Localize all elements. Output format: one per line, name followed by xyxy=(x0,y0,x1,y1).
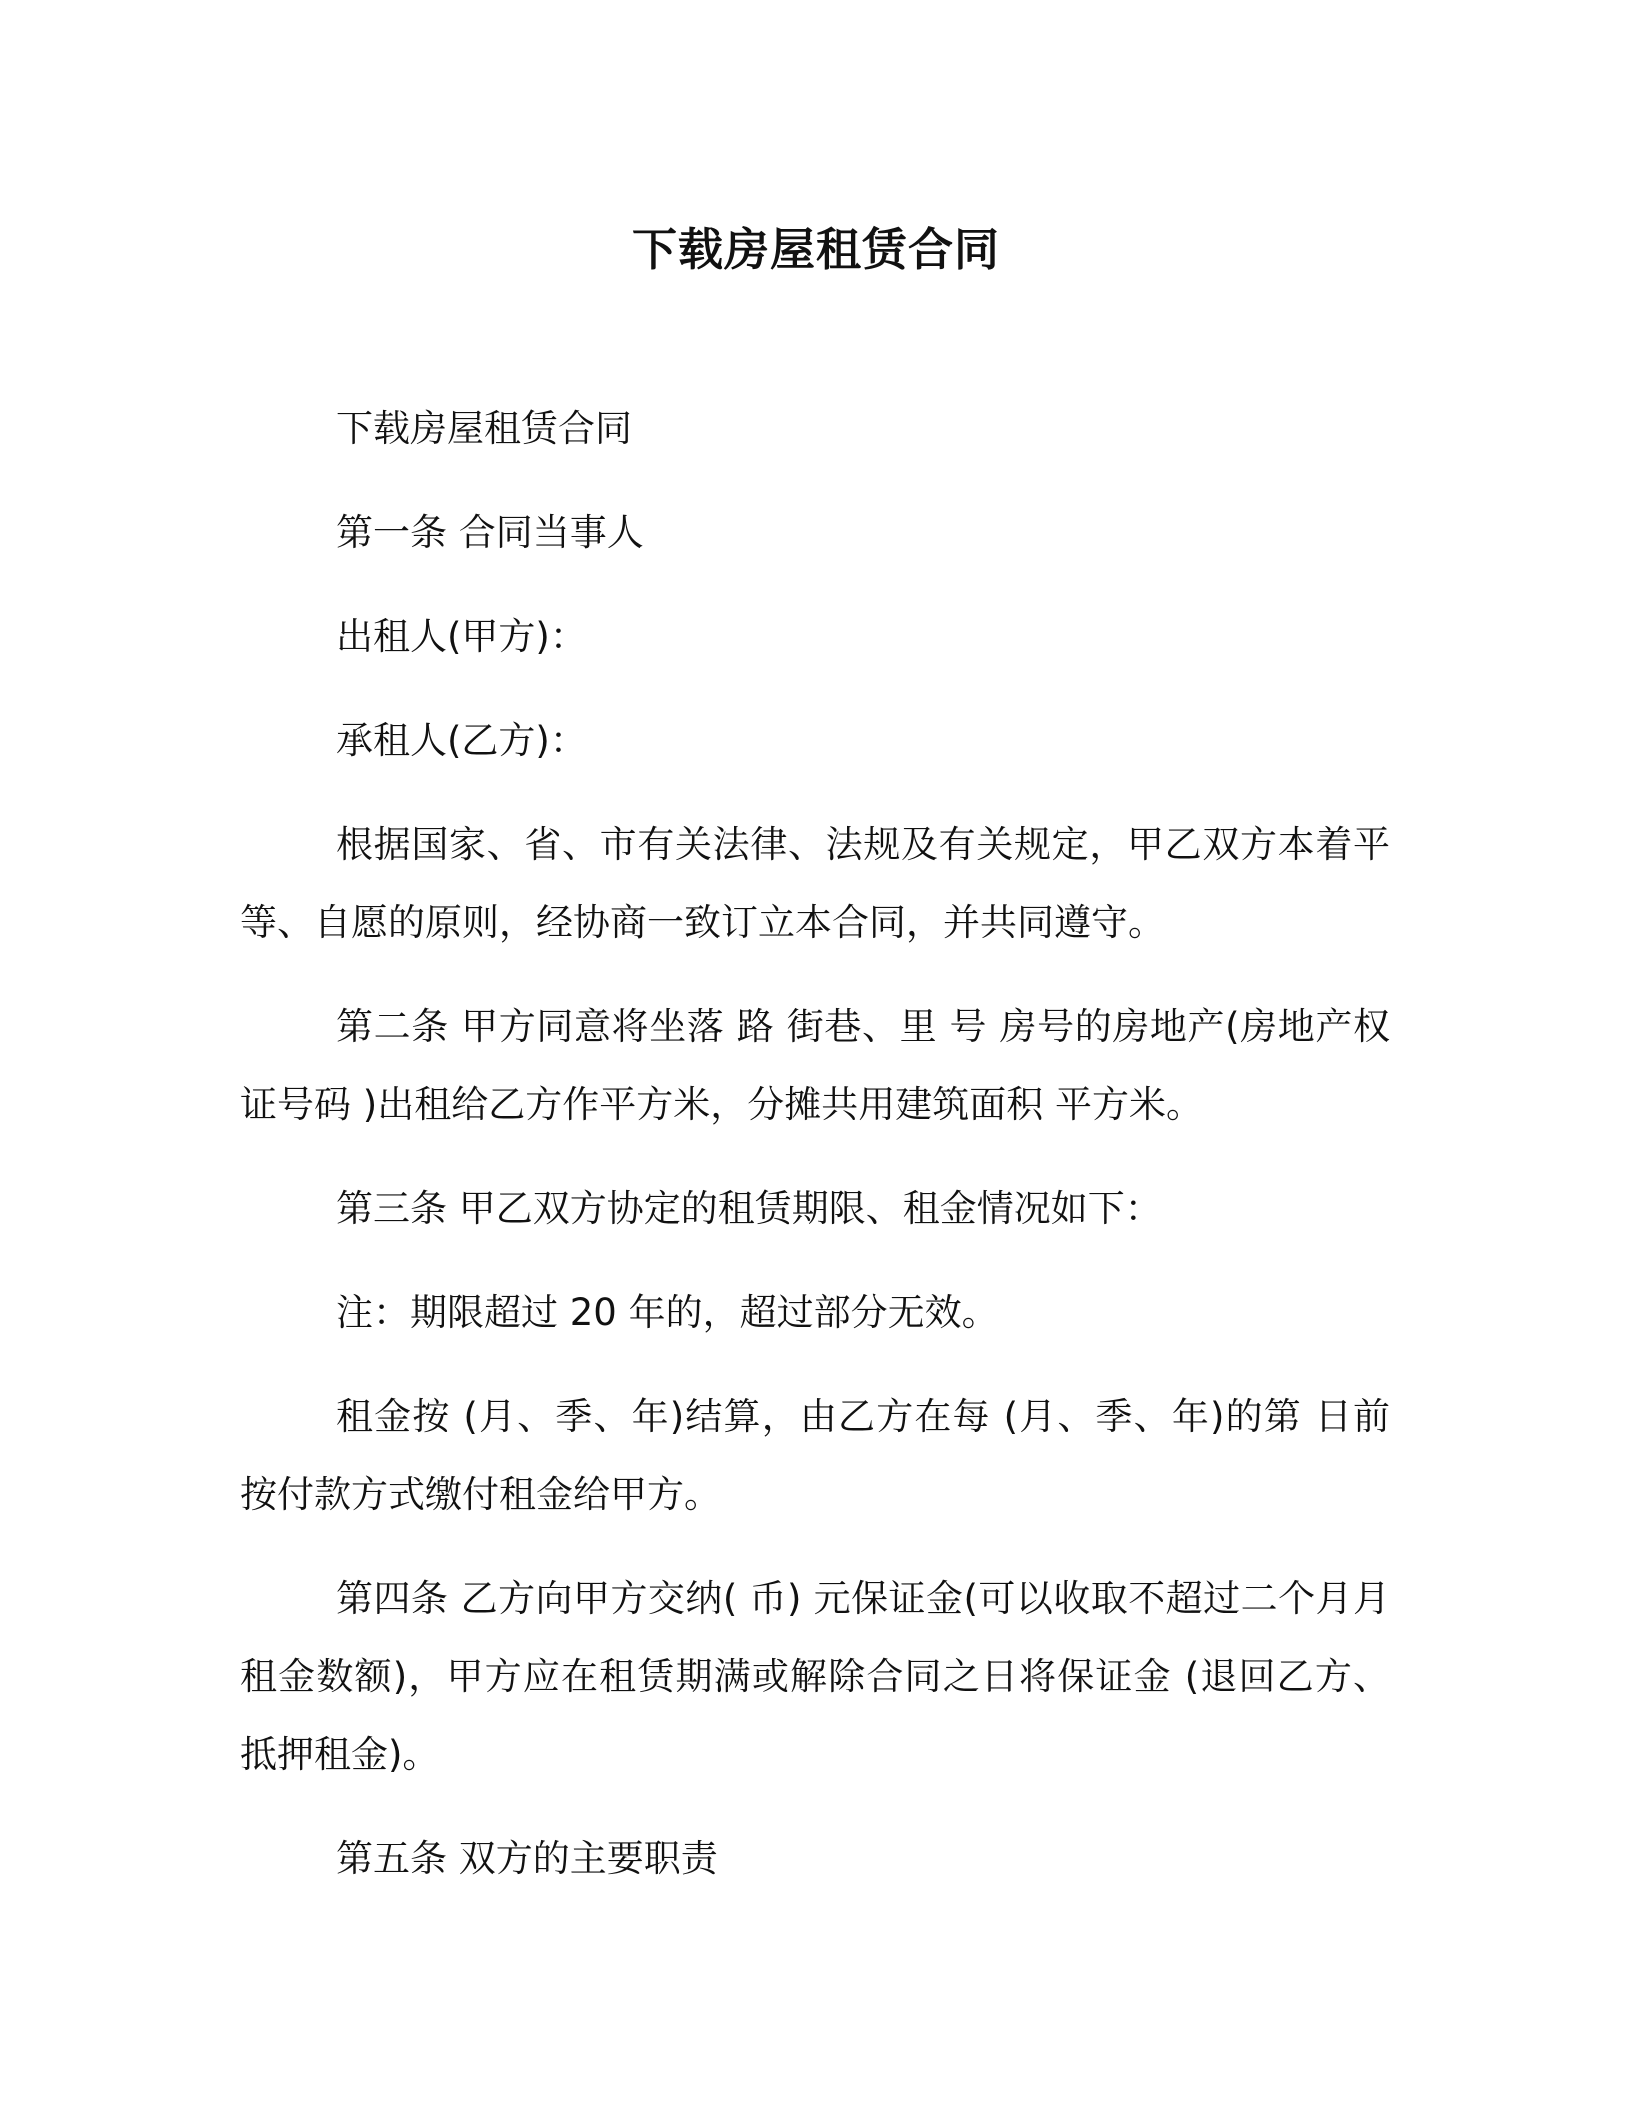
paragraph-rent-settlement: 租金按 (月、季、年)结算，由乙方在每 (月、季、年)的第 日前按付款方式缴付租金给甲方。 xyxy=(240,1395,1390,1516)
paragraph-article-5: 第五条 双方的主要职责 xyxy=(336,1837,718,1880)
document-title: 下载房屋租赁合同 xyxy=(631,223,1000,276)
paragraph-subtitle: 下载房屋租赁合同 xyxy=(336,407,632,450)
paragraph-preamble: 根据国家、省、市有关法律、法规及有关规定，甲乙双方本着平等、自愿的原则，经协商一致订立本合同，并共同遵守。 xyxy=(240,823,1390,944)
document-body xyxy=(240,390,1390,1924)
paragraph-article-3: 第三条 甲乙双方协定的租赁期限、租金情况如下： xyxy=(336,1187,1162,1230)
paragraph-lessor: 出租人(甲方)： xyxy=(336,615,587,658)
paragraph-article-4: 第四条 乙方向甲方交纳( 币) 元保证金(可以收取不超过二个月月租金数额)，甲方应在租赁期满或解除合同之日将保证金 (退回乙方、抵押租金)。 xyxy=(240,1577,1390,1776)
paragraph-article-2: 第二条 甲方同意将坐落 路 街巷、里 号 房号的房地产(房地产权证号码 )出租给乙方作平方米，分摊共用建筑面积 平方米。 xyxy=(240,1005,1390,1126)
paragraph-lessee: 承租人(乙方)： xyxy=(336,719,587,762)
paragraph-note: 注：期限超过 20 年的，超过部分无效。 xyxy=(336,1291,999,1334)
paragraph-article-1: 第一条 合同当事人 xyxy=(336,511,644,554)
